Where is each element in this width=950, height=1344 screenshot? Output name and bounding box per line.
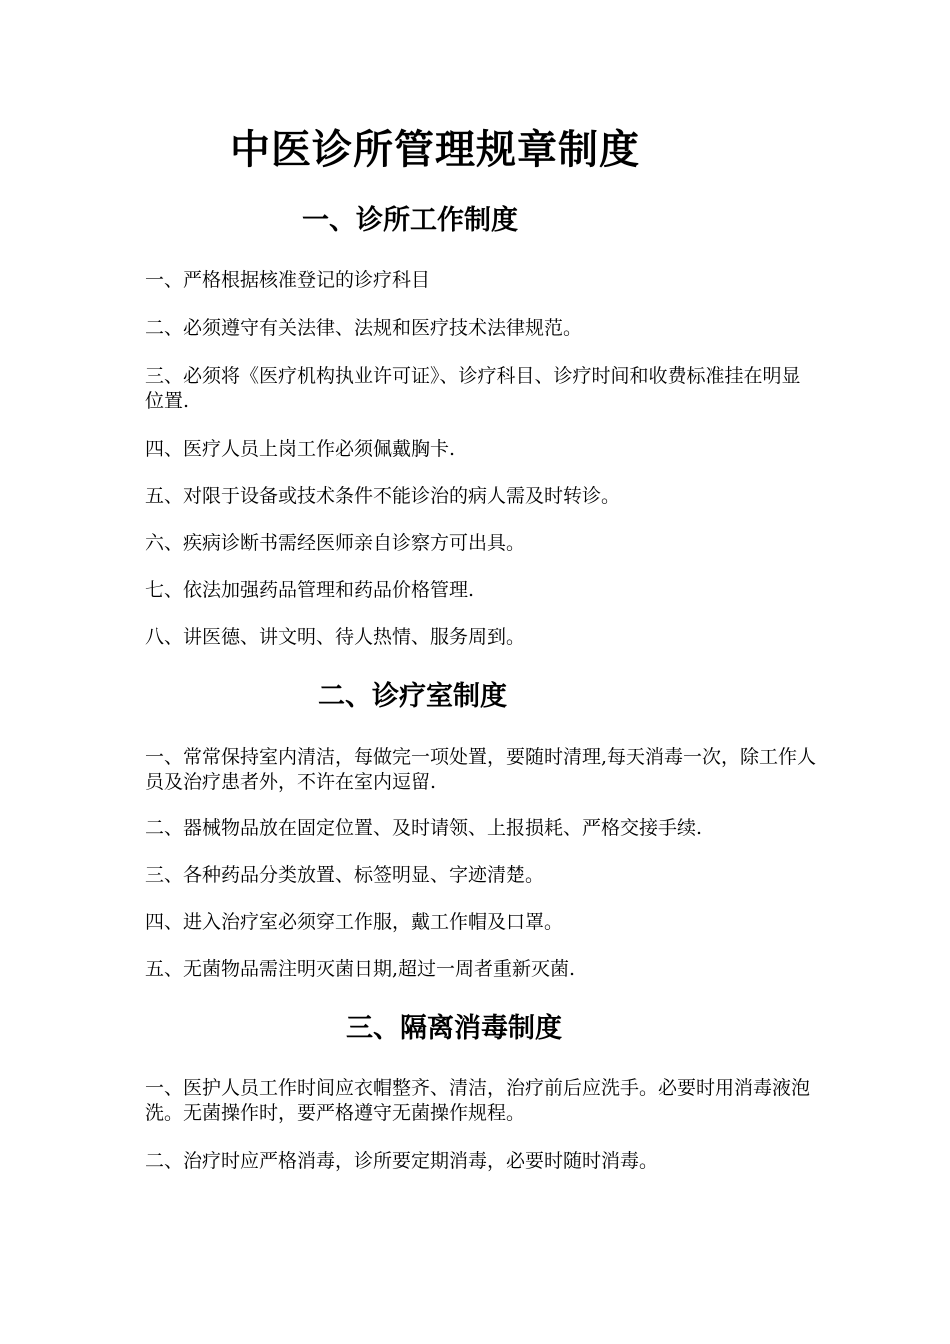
treatment-room-item: 二、器械物品放在固定位置、及时请领、上报损耗、严格交接手续. [145,817,703,839]
clinic-work-item: 二、必须遵守有关法律、法规和医疗技术法律规范。 [145,317,583,339]
clinic-work-item: 七、依法加强药品管理和药品价格管理. [145,579,475,601]
treatment-room-item: 三、各种药品分类放置、标签明显、字迹清楚。 [145,864,545,886]
section-heading-clinic-work: 一、诊所工作制度 [302,205,518,236]
section-heading-treatment-room: 二、诊疗室制度 [318,681,507,712]
treatment-room-item: 一、常常保持室内清洁，每做完一项处置，要随时清理,每天消毒一次，除工作人员及治疗患者外，不许在室内逗留. [145,746,817,793]
clinic-work-item: 八、讲医德、讲文明、待人热情、服务周到。 [145,626,526,648]
clinic-work-item: 四、医疗人员上岗工作必须佩戴胸卡. [145,438,456,460]
treatment-room-item: 五、无菌物品需注明灭菌日期,超过一周者重新灭菌. [145,958,576,980]
section-heading-isolation-disinfection: 三、隔离消毒制度 [346,1013,562,1044]
isolation-disinfection-item: 二、治疗时应严格消毒，诊所要定期消毒，必要时随时消毒。 [145,1150,659,1172]
clinic-work-item: 三、必须将《医疗机构执业许可证》、诊疗科目、诊疗时间和收费标准挂在明显位置. [145,365,801,412]
isolation-disinfection-item: 一、医护人员工作时间应衣帽整齐、清洁，治疗前后应洗手。必要时用消毒液泡洗。无菌操作时，要严格遵守无菌操作规程。 [145,1077,811,1124]
treatment-room-item: 四、进入治疗室必须穿工作服，戴工作帽及口罩。 [145,911,564,933]
clinic-work-item: 六、疾病诊断书需经医师亲自诊察方可出具。 [145,532,526,554]
clinic-work-item: 一、严格根据核准登记的诊疗科目 [145,269,431,291]
clinic-work-item: 五、对限于设备或技术条件不能诊治的病人需及时转诊。 [145,485,621,507]
document-title: 中医诊所管理规章制度 [230,126,640,173]
